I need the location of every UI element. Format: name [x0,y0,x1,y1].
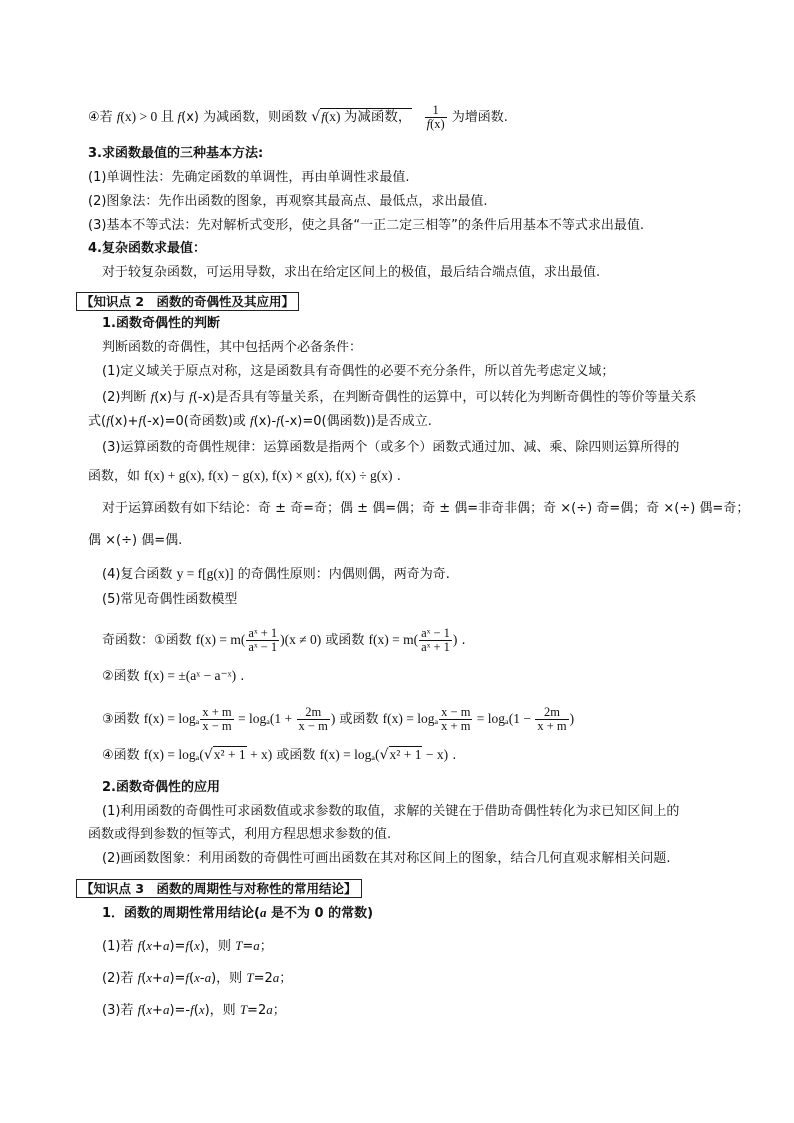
operation-conclusion-line-b: 偶 ×(÷) 偶=偶. [88,533,183,548]
parity-conditions-intro: 判断函数的奇偶性，其中包括两个必备条件： [102,340,363,355]
odd-model-3: ③函数 f(x) = logₐ $\frac{x + m}{x - m}$ = logₐ(1 + $\frac{2m}{x - m}$ ) 或函数 f(x) = logₐ $\frac{x - m}{x + m}$ = logₐ(1 − $\frac{2m}{x + m}$ ) [102,705,575,733]
odd-model-1: 奇函数：①函数 f(x) = m( $\frac{\text{aˣ + 1}}{\text{aˣ − 1}}$ )(x ≠ 0) 或函数 f(x) = m( $\frac{\text{aˣ − 1}}{\text{aˣ + 1}}$ ) . [102,626,466,654]
fraction: $\frac{2m}{x + m}$ [537,705,567,733]
section-heading-4: 4.复杂函数求最值： [88,241,206,256]
odd-model-4: ④函数 f(x) = logₐ(√x² + 1 + x) 或函数 f(x) = logₐ(√x² + 1 − x) . [102,747,457,763]
method-2: (2)图象法：先作出函数的图象，再观察其最高点、最低点，求出最值. [88,194,488,209]
fraction: $\frac{x - m}{x + m}$ [441,705,471,733]
method-1: (1)单调性法：先确定函数的单调性，再由单调性求最值. [88,170,410,185]
knowledge-point-3-box: 【知识点 3 函数的周期性与对称性的常用结论】 [76,879,362,898]
operation-conclusion-line-a: 对于运算函数有如下结论：奇 ± 奇=奇；偶 ± 偶=偶；奇 ± 偶=非奇非偶；奇 ×(÷) 奇=偶；奇 ×(÷) 偶=奇； [102,501,750,516]
sqrt-symbol: √ [311,109,321,125]
condition-1: (1)定义域关于原点对称，这是函数具有奇偶性的必要不充分条件，所以首先考虑定义域； [102,364,615,379]
knowledge-point-2-box: 【知识点 2 函数的奇偶性及其应用】 [76,292,299,311]
reciprocal-fraction: $\frac{1}{f(x)}$ [426,103,445,131]
section-heading-3: 3.求函数最值的三种基本方法: [88,146,264,161]
increasing-decreasing-rule-line: ④若 f(x) > 0 且 f(x) 为减函数，则函数 √f(x) 为减函数， $\frac{1}{f(x)}$ 为增函数. [88,103,508,131]
period-conclusion-2: (2)若 f(x+a)=f(x-a)，则 T=2a； [102,970,293,986]
fraction: $\frac{\text{aˣ + 1}}{\text{aˣ − 1}}$ [248,626,278,654]
subheading-parity-application: 2.函数奇偶性的应用 [102,780,220,795]
condition-2-line-b: 式(f(x)+f(-x)=0(奇函数)或 f(x)-f(-x)=0(偶函数))是否成立. [88,413,432,429]
composite-function-rule: (4)复合函数 y = f[g(x)] 的奇偶性原则：内偶则偶，两奇为奇. [102,566,450,582]
sqrt-symbol: √ [203,747,213,763]
application-2: (2)画函数图象：利用函数的奇偶性可画出函数在其对称区间上的图象，结合几何直观求解相关问题. [102,851,671,866]
subheading-periodicity: 1．函数的周期性常用结论(a 是不为 0 的常数) [102,905,374,921]
condition-2-line-a: (2)判断 f(x)与 f(-x)是否具有等量关系，在判断奇偶性的运算中，可以转化为判断奇偶性的等价等量关系 [102,389,697,405]
sqrt-symbol: √ [379,747,389,763]
application-1-line-a: (1)利用函数的奇偶性可求函数值或求参数的取值，求解的关键在于借助奇偶性转化为求已知区间上的 [102,804,680,819]
odd-model-2: ②函数 f(x) = ±(aˣ − a⁻ˣ) . [102,668,245,684]
sqrt-radicand: f(x) 为减函数， [321,109,412,124]
method-3: (3)基本不等式法：先对解析式变形，使之具备“一正二定三相等”的条件后用基本不等式求出最值. [88,218,645,233]
common-models-heading: (5)常见奇偶性函数模型 [102,592,238,607]
complex-function-text: 对于较复杂函数，可运用导数，求出在给定区间上的极值，最后结合端点值，求出最值. [102,265,601,280]
period-conclusion-3: (3)若 f(x+a)=-f(x)，则 T=2a； [102,1002,286,1018]
application-1-line-b: 函数或得到参数的恒等式，利用方程思想求参数的值. [88,827,392,842]
subheading-parity-judgement: 1.函数奇偶性的判断 [102,316,220,331]
period-conclusion-1: (1)若 f(x+a)=f(x)，则 T=a； [102,938,273,954]
fraction: $\frac{2m}{x - m}$ [298,705,328,733]
operation-rule-line-b: 函数，如 f(x) + g(x), f(x) − g(x), f(x) × g(x), f(x) ÷ g(x) . [88,468,401,484]
fraction: $\frac{\text{aˣ − 1}}{\text{aˣ + 1}}$ [421,626,450,654]
fraction: $\frac{x + m}{x - m}$ [202,705,232,733]
operation-rule-line-a: (3)运算函数的奇偶性规律：运算函数是指两个（或多个）函数式通过加、减、乘、除四则运算所得的 [102,440,680,455]
